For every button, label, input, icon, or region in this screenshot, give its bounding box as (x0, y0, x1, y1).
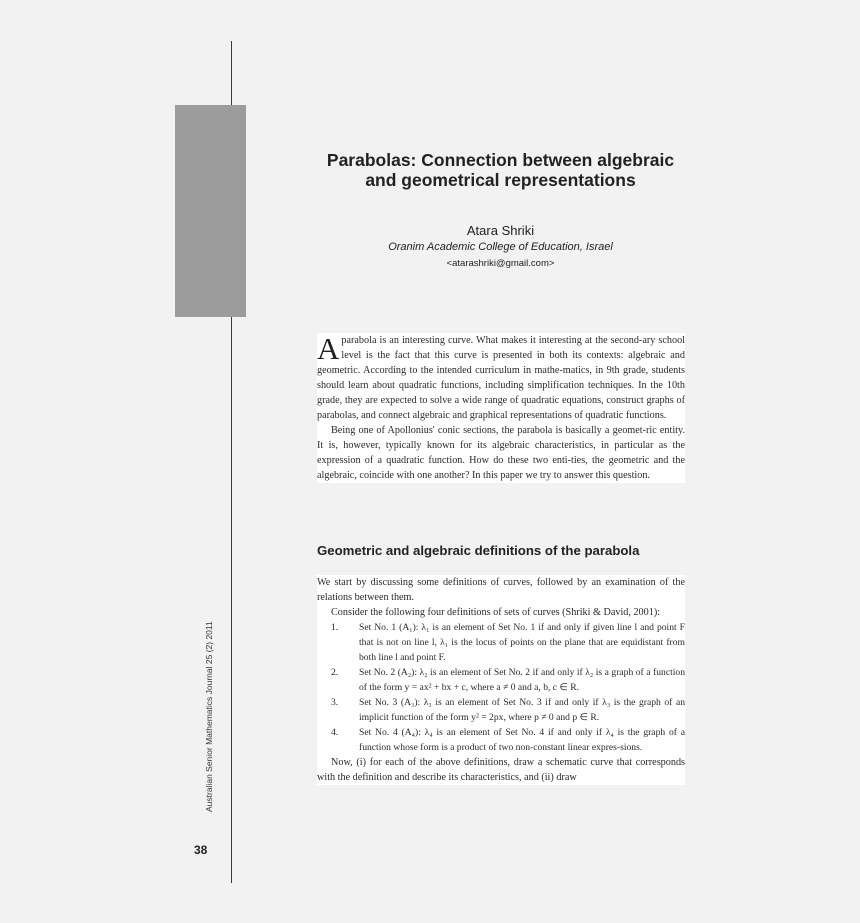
definitions-list (317, 620, 685, 755)
intro-paragraph-1-text: parabola is an interesting curve. What makes it interesting at the second-ary school level is the fact that this curve is presented in both its contexts: algebraic and geometric. According to the intended curriculum in mathe-matics, in 9th grade, students should learn about quadratic functions, including simplification techniques. In the 10th grade, they are expected to solve a wide range of quadratic equations, construct graphs of parabolas, and connect algebraic and graphical representations of quadratic functions. (317, 335, 685, 421)
author-name: Atara Shriki (466, 223, 535, 238)
list-item-number: 1. (331, 622, 339, 633)
list-item-text: Set No. 4 (A₄): λ₄ is an element of Set No. 4 if and only if λ₄ is the graph of a function whose form is a product of two non-constant linear expres-sions. (359, 727, 685, 753)
list-item-number: 3. (331, 697, 339, 708)
list-item-number: 2. (331, 667, 339, 678)
page-number: 38 (194, 843, 208, 857)
section-paragraph-3: Now, (i) for each of the above definitions, draw a schematic curve that corresponds with the definition and describe its characteristics, and (ii) draw (317, 757, 685, 783)
section-heading: Geometric and algebraic definitions of the parabola (317, 543, 640, 558)
section-paragraph-2: Consider the following four definitions of sets of curves (Shriki & David, 2001): (331, 607, 661, 618)
list-item (317, 665, 685, 695)
list-item-text: Set No. 3 (A₃): λ₃ is an element of Set No. 3 if and only if λ₃ is the graph of an implicit function of the form y² = 2px, where p ≠ 0 and p ∈ R. (359, 697, 685, 723)
section-paragraph-1: We start by discussing some definitions of curves, followed by an examination of the relations between them. (317, 577, 685, 603)
list-item (317, 695, 685, 725)
paper-title: Parabolas: Connection between algebraic and geometrical representations (326, 150, 675, 190)
list-item (317, 725, 685, 755)
journal-citation: Australian Senior Mathematics Journal 25 (2) 2011 (204, 621, 214, 812)
list-item-text: Set No. 1 (A₁): λ₁ is an element of Set No. 1 if and only if given line l and point F that is not on line l, λ₁ is the locus of points on the plane that are equidistant from both line l and point F. (359, 622, 685, 663)
intro-paragraph-2: Being one of Apollonius' conic sections, the parabola is basically a geomet-ric entity. It is, however, typically known for its algebraic characteristics, in particular as the expression of a quadratic function. How do these two enti-ties, the geometric and the algebraic, coincide with one another? In this paper we try to answer this question. (317, 425, 685, 481)
intro-section (317, 333, 685, 483)
author-email: <atarashriki@gmail.com> (446, 258, 555, 269)
dropcap-letter: A (317, 331, 340, 366)
list-item-number: 4. (331, 727, 339, 738)
list-item-text: Set No. 2 (A₂): λ₂ is an element of Set No. 2 if and only if λ₂ is a graph of a function of the form y = ax² + bx + c, where a ≠ 0 and a, b, c ∈ R. (359, 667, 685, 693)
author-affiliation: Oranim Academic College of Education, Israel (388, 241, 613, 253)
intro-paragraph-1 (317, 333, 685, 423)
list-item (317, 620, 685, 665)
definitions-section (317, 575, 685, 785)
decorative-gray-block (175, 105, 246, 317)
